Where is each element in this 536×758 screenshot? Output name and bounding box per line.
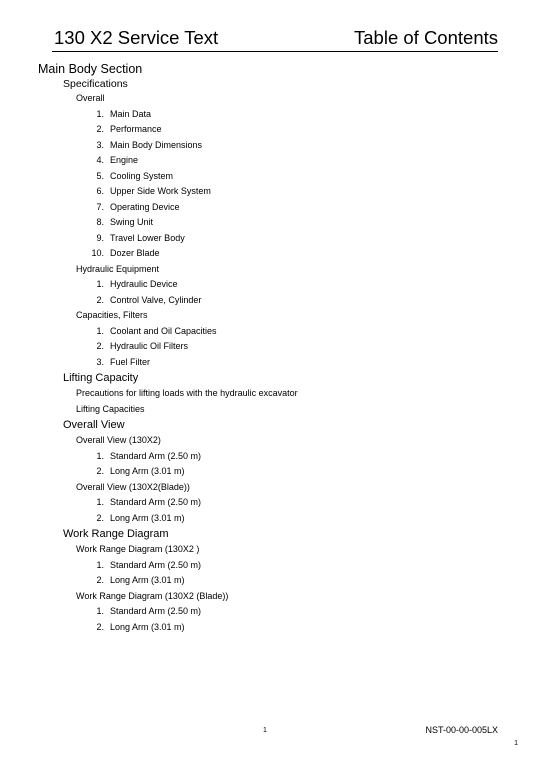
toc-section[interactable]: Hydraulic Equipment (76, 263, 160, 274)
toc-subitem[interactable] (0, 511, 536, 527)
toc-item-number: 1. (96, 325, 104, 336)
toc-item-label: Main Body Dimensions (110, 139, 203, 150)
toc-chapter[interactable]: Specifications (63, 78, 128, 90)
toc-item-number: 1. (96, 108, 104, 119)
toc-item-number: 10. (91, 248, 104, 258)
toc-subitem[interactable] (0, 246, 536, 262)
toc-section[interactable]: Overall View (130X2(Blade)) (76, 481, 190, 492)
toc-subitem[interactable] (0, 355, 536, 371)
toc-chapter[interactable]: Work Range Diagram (63, 528, 169, 540)
toc-subitem[interactable] (0, 620, 536, 636)
toc-item-number: 8. (96, 217, 104, 227)
toc-subitem[interactable] (0, 184, 536, 200)
table-of-contents (0, 62, 536, 635)
toc-item-number: 9. (96, 232, 104, 243)
toc-subitem[interactable] (0, 122, 536, 138)
toc-item-number: 7. (96, 201, 104, 212)
toc-chapter[interactable]: Lifting Capacity (63, 372, 139, 384)
toc-section[interactable]: Work Range Diagram (130X2 (Blade)) (76, 590, 229, 601)
toc-subitem[interactable] (0, 169, 536, 185)
toc-item-label: Swing Unit (110, 217, 154, 227)
toc-subitem[interactable] (0, 558, 536, 574)
toc-item-label: Fuel Filter (110, 356, 151, 367)
toc-item-number: 2. (96, 341, 104, 351)
toc-item-label: Standard Arm (2.50 m) (110, 450, 202, 461)
toc-item-label: Main Data (110, 108, 152, 119)
toc-subitem[interactable] (0, 153, 536, 169)
toc-item-label: Travel Lower Body (110, 232, 185, 243)
toc-item-label: Performance (110, 124, 162, 134)
toc-subitem[interactable] (0, 449, 536, 465)
corner-page-number: 1 (514, 740, 518, 747)
toc-subitem[interactable] (0, 200, 536, 216)
toc-item-label: Standard Arm (2.50 m) (110, 606, 202, 616)
section-title: Table of Contents (354, 27, 498, 48)
toc-item-label: Control Valve, Cylinder (110, 294, 202, 305)
toc-item-number: 3. (96, 356, 104, 367)
toc-part[interactable]: Main Body Section (38, 62, 143, 76)
toc-item-number: 1. (96, 559, 104, 570)
toc-subitem[interactable] (0, 604, 536, 620)
toc-item-number: 2. (96, 621, 104, 632)
toc-section[interactable]: Overall View (130X2) (76, 435, 161, 445)
toc-subitem[interactable] (0, 231, 536, 247)
toc-item-label: Hydraulic Device (110, 279, 178, 289)
toc-subitem[interactable] (0, 339, 536, 355)
toc-subitem[interactable] (0, 495, 536, 511)
toc-item-number: 1. (96, 450, 104, 461)
toc-subitem[interactable] (0, 464, 536, 480)
toc-item-number: 2. (96, 124, 104, 134)
toc-section[interactable]: Overall (76, 93, 105, 103)
toc-subitem[interactable] (0, 138, 536, 154)
toc-subitem[interactable] (0, 215, 536, 231)
toc-subitem[interactable] (0, 107, 536, 123)
toc-section[interactable]: Work Range Diagram (130X2 ) (76, 544, 200, 554)
toc-subitem[interactable] (0, 573, 536, 589)
toc-chapter[interactable]: Overall View (63, 419, 125, 431)
toc-item-number: 6. (96, 186, 104, 196)
toc-section[interactable]: Precautions for lifting loads with the hydraulic excavator (76, 388, 298, 398)
toc-item-label: Cooling System (110, 170, 174, 181)
toc-item-number: 3. (96, 139, 104, 150)
toc-item-number: 2. (96, 294, 104, 305)
toc-item-label: Dozer Blade (110, 248, 160, 258)
toc-item-label: Long Arm (3.01 m) (110, 621, 185, 632)
toc-item-number: 1. (96, 606, 104, 616)
page-header (52, 27, 498, 52)
toc-subitem[interactable] (0, 293, 536, 309)
toc-section[interactable]: Capacities, Filters (76, 310, 148, 320)
page-number: 1 (263, 727, 267, 734)
toc-item-label: Long Arm (3.01 m) (110, 512, 185, 523)
toc-section[interactable]: Lifting Capacities (76, 403, 145, 414)
toc-item-number: 2. (96, 575, 104, 585)
toc-item-number: 5. (96, 170, 104, 181)
toc-item-label: Engine (110, 155, 139, 165)
toc-item-label: Operating Device (110, 201, 180, 212)
toc-item-label: Long Arm (3.01 m) (110, 466, 185, 476)
toc-subitem[interactable] (0, 277, 536, 293)
toc-item-number: 1. (96, 497, 104, 507)
toc-item-label: Standard Arm (2.50 m) (110, 559, 202, 570)
toc-item-label: Standard Arm (2.50 m) (110, 497, 202, 507)
toc-item-label: Long Arm (3.01 m) (110, 575, 185, 585)
toc-item-number: 2. (96, 466, 104, 476)
document-title: 130 X2 Service Text (54, 27, 219, 48)
toc-item-label: Upper Side Work System (110, 186, 211, 196)
toc-item-number: 2. (96, 512, 104, 523)
toc-item-number: 1. (96, 279, 104, 289)
toc-item-number: 4. (96, 155, 104, 165)
toc-item-label: Coolant and Oil Capacities (110, 325, 217, 336)
toc-item-label: Hydraulic Oil Filters (110, 341, 189, 351)
document-code: NST-00-00-005LX (425, 725, 498, 735)
toc-subitem[interactable] (0, 324, 536, 340)
